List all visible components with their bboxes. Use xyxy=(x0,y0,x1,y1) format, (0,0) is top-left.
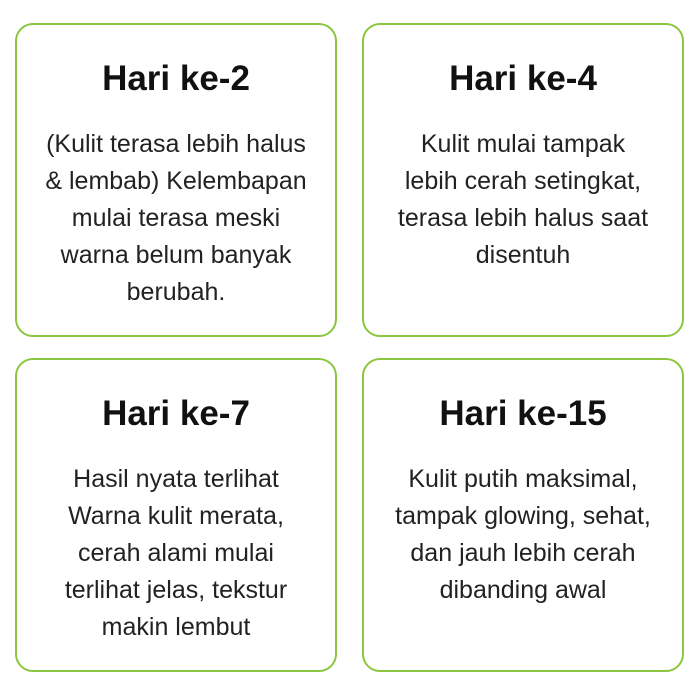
card-day-4 xyxy=(362,23,684,337)
card-title: Hari ke-2 xyxy=(102,59,250,98)
card-text-line: Kulit putih maksimal, xyxy=(408,465,638,493)
card-text-line: mulai terasa meski xyxy=(71,204,281,232)
card-text-line: & lembab) Kelembapan xyxy=(45,167,307,195)
card-description xyxy=(380,461,666,609)
card-text-line: dan jauh lebih cerah xyxy=(410,539,636,567)
card-text-line: Warna kulit merata, xyxy=(68,502,284,530)
card-title: Hari ke-7 xyxy=(102,394,250,433)
card-day-15 xyxy=(362,358,684,672)
card-description xyxy=(33,126,319,311)
card-title: Hari ke-4 xyxy=(449,59,597,98)
card-text-line: terlihat jelas, tekstur xyxy=(64,576,288,604)
card-title: Hari ke-15 xyxy=(439,394,607,433)
card-text-line: berubah. xyxy=(126,278,226,306)
card-text-line: (Kulit terasa lebih halus xyxy=(46,130,306,158)
card-day-7 xyxy=(15,358,337,672)
card-text-line: Kulit mulai tampak xyxy=(420,130,626,158)
card-text-line: warna belum banyak xyxy=(60,241,292,269)
card-description xyxy=(33,461,319,646)
card-text-line: lebih cerah setingkat, xyxy=(404,167,642,195)
card-text-line: makin lembut xyxy=(101,613,251,641)
card-text-line: Hasil nyata terlihat xyxy=(73,465,279,493)
card-day-2 xyxy=(15,23,337,337)
card-text-line: dibanding awal xyxy=(439,576,607,604)
card-text-line: terasa lebih halus saat xyxy=(397,204,649,232)
card-text-line: disentuh xyxy=(475,241,571,269)
card-description xyxy=(380,126,666,274)
card-text-line: cerah alami mulai xyxy=(78,539,274,567)
card-text-line: tampak glowing, sehat, xyxy=(395,502,651,530)
